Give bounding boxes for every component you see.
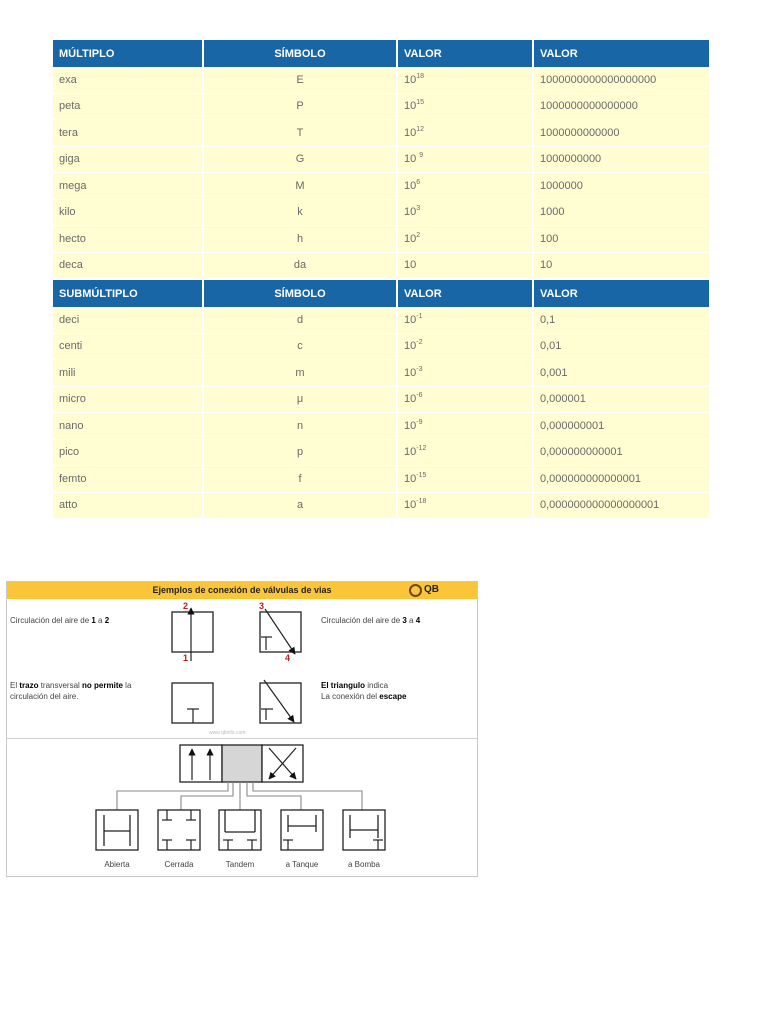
caption-a-bomba: a Bomba: [347, 860, 381, 869]
decimal-value-cell: 0,1: [534, 307, 709, 334]
valve-connection-figure: [6, 581, 478, 877]
table-row: [53, 67, 709, 94]
column-header: VALOR: [398, 39, 534, 67]
prefix-symbol-cell: m: [204, 360, 398, 387]
power-base: 10: [404, 366, 417, 379]
caption-a-tanque: a Tanque: [285, 860, 319, 869]
si-prefix-table: [53, 39, 709, 519]
power-base: 10: [404, 419, 417, 432]
port-3-label: 3: [259, 601, 265, 611]
triangulo-escape-text: El triangulo indica La conexión del escape: [321, 681, 407, 701]
prefix-name-cell: femto: [53, 466, 204, 493]
power-cell: [398, 387, 534, 414]
power-exponent: -6: [416, 392, 423, 400]
power-base: 10: [404, 179, 417, 192]
valve-1-to-2-symbol: [172, 608, 213, 661]
power-cell: [398, 307, 534, 334]
power-cell: [398, 334, 534, 361]
prefix-name-cell: deca: [53, 253, 204, 280]
prefix-symbol-cell: E: [204, 67, 398, 94]
table-row: [53, 94, 709, 121]
decimal-value-cell: 1000000000000000: [534, 94, 709, 121]
table-row: [53, 120, 709, 147]
valve-diagram-svg: [7, 582, 477, 876]
column-header: VALOR: [534, 279, 709, 307]
power-base: 10: [404, 126, 417, 139]
power-cell: [398, 226, 534, 253]
power-base: 10: [404, 446, 417, 459]
valve-escape-symbol: [260, 680, 301, 723]
table-row: [53, 147, 709, 174]
prefix-name-cell: peta: [53, 94, 204, 121]
power-exponent: 3: [416, 205, 421, 213]
prefix-symbol-cell: k: [204, 200, 398, 227]
valve-blocked-symbol: [172, 683, 213, 723]
prefix-name-cell: nano: [53, 413, 204, 440]
prefix-name-cell: exa: [53, 67, 204, 94]
prefix-symbol-cell: M: [204, 173, 398, 200]
column-header: MÚLTIPLO: [53, 39, 204, 67]
prefix-symbol-cell: G: [204, 147, 398, 174]
decimal-value-cell: 0,000001: [534, 387, 709, 414]
power-exponent: 18: [416, 72, 425, 80]
table-row: [53, 493, 709, 520]
power-base: 10: [404, 206, 417, 219]
valve-a-bomba: [343, 810, 385, 850]
power-cell: [398, 360, 534, 387]
prefix-symbol-cell: p: [204, 440, 398, 467]
decimal-value-cell: 0,000000000000000001: [534, 493, 709, 520]
trazo-transversal-text: El trazo transversal no permite la circulación del aire.: [10, 681, 132, 701]
table-row: [53, 440, 709, 467]
prefix-name-cell: micro: [53, 387, 204, 414]
valve-tandem: [219, 810, 261, 850]
prefix-symbol-cell: h: [204, 226, 398, 253]
decimal-value-cell: 1000000000: [534, 147, 709, 174]
prefix-symbol-cell: d: [204, 307, 398, 334]
power-exponent: 15: [416, 99, 425, 107]
column-header: SUBMÚLTIPLO: [53, 279, 204, 307]
decimal-value-cell: 0,000000000001: [534, 440, 709, 467]
power-cell: [398, 413, 534, 440]
power-base: 10: [404, 153, 420, 166]
power-exponent: -3: [416, 365, 423, 373]
power-base: 10: [404, 340, 417, 353]
power-base: 10: [404, 313, 417, 326]
table-row: [53, 200, 709, 227]
table-row: [53, 387, 709, 414]
prefix-name-cell: atto: [53, 493, 204, 520]
prefix-symbol-cell: T: [204, 120, 398, 147]
main-3-position-valve: [180, 745, 303, 782]
power-cell: [398, 466, 534, 493]
power-base: 10: [404, 393, 417, 406]
power-exponent: -18: [416, 498, 427, 506]
valve-a-tanque: [281, 810, 323, 850]
power-base: 10: [404, 73, 417, 86]
power-cell: [398, 493, 534, 520]
power-base: 10: [404, 472, 417, 485]
submultiples-body: [53, 307, 709, 519]
watermark: www.qbinfo.com: [209, 730, 246, 736]
caption-abierta: Abierta: [104, 860, 130, 869]
port-2-label: 2: [183, 601, 189, 611]
prefix-name-cell: kilo: [53, 200, 204, 227]
connection-lines: [117, 782, 362, 810]
caption-tandem: Tandem: [225, 860, 255, 869]
prefix-symbol-cell: n: [204, 413, 398, 440]
power-exponent: 2: [416, 231, 421, 239]
prefix-name-cell: pico: [53, 440, 204, 467]
prefix-symbol-cell: c: [204, 334, 398, 361]
table-row: [53, 413, 709, 440]
column-header: VALOR: [534, 39, 709, 67]
column-header: VALOR: [398, 279, 534, 307]
port-1-label: 1: [183, 653, 189, 663]
prefix-name-cell: tera: [53, 120, 204, 147]
decimal-value-cell: 100: [534, 226, 709, 253]
decimal-value-cell: 0,001: [534, 360, 709, 387]
power-cell: [398, 173, 534, 200]
decimal-value-cell: 0,000000000000001: [534, 466, 709, 493]
power-exponent: -1: [416, 312, 423, 320]
circulation-3-4-text: Circulación del aire de 3 a 4: [321, 616, 421, 625]
prefix-symbol-cell: P: [204, 94, 398, 121]
power-exponent: -15: [416, 471, 427, 479]
power-base: 10: [404, 499, 417, 512]
power-exponent: 6: [416, 178, 421, 186]
table-row: [53, 334, 709, 361]
submultiples-header-row: [53, 279, 709, 307]
table-row: [53, 253, 709, 280]
circulation-1-2-text: Circulación del aire de 1 a 2: [10, 616, 110, 625]
table-row: [53, 226, 709, 253]
decimal-value-cell: 1000: [534, 200, 709, 227]
multiples-body: [53, 67, 709, 279]
power-cell: [398, 67, 534, 94]
caption-cerrada: Cerrada: [164, 860, 194, 869]
power-cell: [398, 440, 534, 467]
prefix-symbol-cell: da: [204, 253, 398, 280]
figure-title: Ejemplos de conexión de válvulas de vias: [152, 585, 332, 595]
prefix-name-cell: mili: [53, 360, 204, 387]
decimal-value-cell: 10: [534, 253, 709, 280]
prefix-name-cell: centi: [53, 334, 204, 361]
prefix-symbol-cell: μ: [204, 387, 398, 414]
power-exponent: -2: [416, 339, 423, 347]
table-row: [53, 173, 709, 200]
prefix-name-cell: giga: [53, 147, 204, 174]
multiples-header-row: [53, 39, 709, 67]
table-row: [53, 307, 709, 334]
column-header: SÍMBOLO: [204, 279, 398, 307]
prefix-symbol-cell: f: [204, 466, 398, 493]
table-row: [53, 466, 709, 493]
valve-cerrada: [158, 810, 200, 850]
power-base: 10: [404, 100, 417, 113]
power-cell: [398, 147, 534, 174]
decimal-value-cell: 1000000: [534, 173, 709, 200]
port-4-label: 4: [285, 653, 291, 663]
valve-abierta: [96, 810, 138, 850]
prefix-name-cell: hecto: [53, 226, 204, 253]
decimal-value-cell: 0,000000001: [534, 413, 709, 440]
power-exponent: -12: [416, 445, 427, 453]
column-header: SÍMBOLO: [204, 39, 398, 67]
decimal-value-cell: 0,01: [534, 334, 709, 361]
table-row: [53, 360, 709, 387]
power-exponent: -9: [416, 418, 423, 426]
power-cell: [398, 200, 534, 227]
prefix-name-cell: deci: [53, 307, 204, 334]
power-cell: [398, 253, 534, 280]
valve-3-to-4-symbol: [260, 609, 301, 654]
power-base: 10: [404, 259, 417, 272]
decimal-value-cell: 1000000000000000000: [534, 67, 709, 94]
power-base: 10: [404, 232, 417, 245]
power-cell: [398, 94, 534, 121]
decimal-value-cell: 1000000000000: [534, 120, 709, 147]
prefix-name-cell: mega: [53, 173, 204, 200]
logo-text: QB: [424, 584, 439, 595]
power-exponent: 12: [416, 125, 425, 133]
power-exponent: 9: [419, 152, 424, 160]
power-cell: [398, 120, 534, 147]
prefix-symbol-cell: a: [204, 493, 398, 520]
